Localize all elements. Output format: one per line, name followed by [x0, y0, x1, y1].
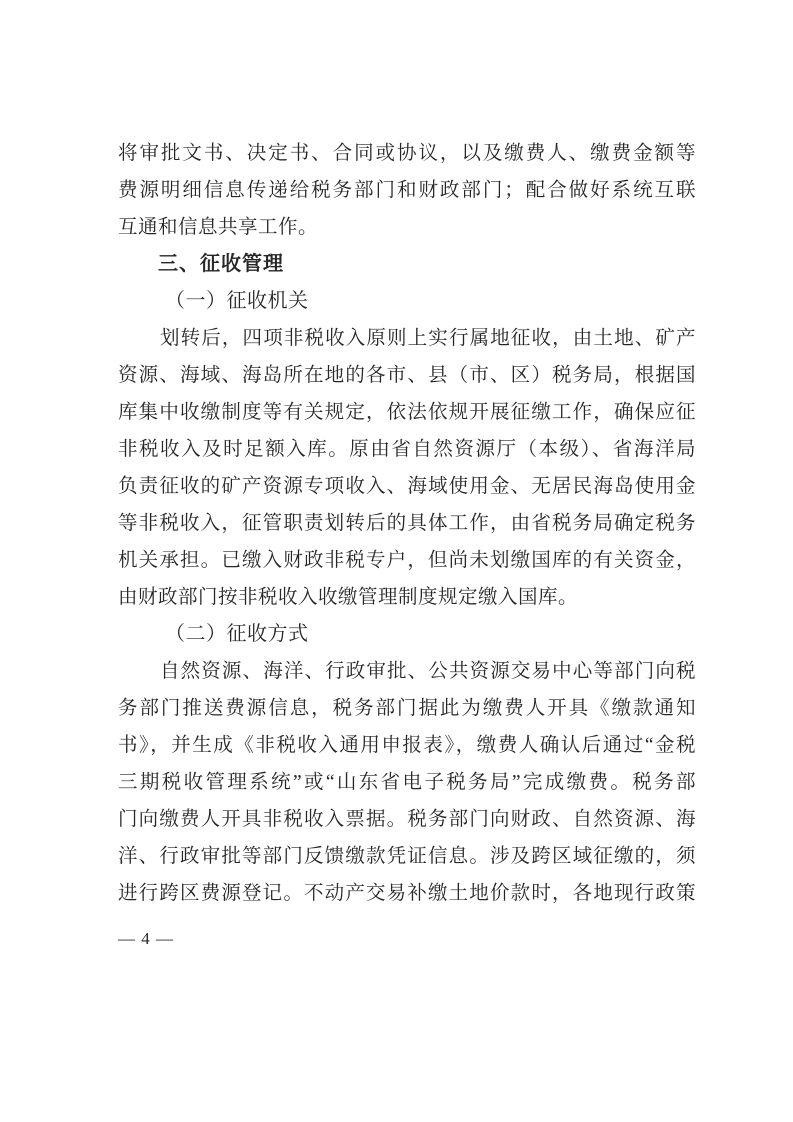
body-text-line: 自然资源、海洋、行政审批、公共资源交易中心等部门向税 [160, 661, 696, 682]
body-text-line: 机关承担。已缴入财政非税专户，但尚未划缴国库的有关资金， [118, 550, 696, 571]
body-text-line: 库集中收缴制度等有关规定，依法依规开展征缴工作，确保应征 [118, 402, 696, 423]
section-heading: 三、征收管理 [158, 253, 284, 275]
body-text-line: 进行跨区费源登记。不动产交易补缴土地价款时，各地现行政策 [118, 883, 696, 904]
body-text-line: 互通和信息共享工作。 [118, 217, 319, 238]
body-text-line: 等非税收入，征管职责划转后的具体工作，由省税务局确定税务 [118, 513, 696, 534]
body-text-line: 非税收入及时足额入库。原由省自然资源厅（本级）、省海洋局 [118, 439, 696, 460]
body-text-line: 资源、海域、海岛所在地的各市、县（市、区）税务局，根据国 [118, 365, 696, 386]
body-text-line: 门向缴费人开具非税收入票据。税务部门向财政、自然资源、海 [118, 809, 696, 830]
page-number-footer: — 4 — [118, 929, 174, 948]
body-text-line: 书》，并生成《非税收入通用申报表》，缴费人确认后通过“金税 [118, 735, 696, 756]
body-text-line: 将审批文书、决定书、合同或协议，以及缴费人、缴费金额等 [118, 143, 696, 164]
body-text-line: 三期税收管理系统”或“山东省电子税务局”完成缴费。税务部 [118, 772, 696, 793]
sub-section-heading: （一）征收机关 [165, 290, 309, 312]
body-text-line: 务部门推送费源信息，税务部门据此为缴费人开具《缴款通知 [118, 698, 696, 719]
sub-section-heading: （二）征收方式 [165, 623, 309, 645]
document-text-block [118, 135, 696, 912]
body-text-line: 负责征收的矿产资源专项收入、海域使用金、无居民海岛使用金 [118, 476, 696, 497]
body-text-line: 划转后，四项非税收入原则上实行属地征收，由土地、矿产 [160, 328, 696, 349]
body-text-line: 费源明细信息传递给税务部门和财政部门；配合做好系统互联 [118, 180, 696, 201]
body-text-line: 洋、行政审批等部门反馈缴款凭证信息。涉及跨区域征缴的，须 [118, 846, 696, 867]
body-text-line: 由财政部门按非税收入收缴管理制度规定缴入国库。 [118, 587, 579, 608]
